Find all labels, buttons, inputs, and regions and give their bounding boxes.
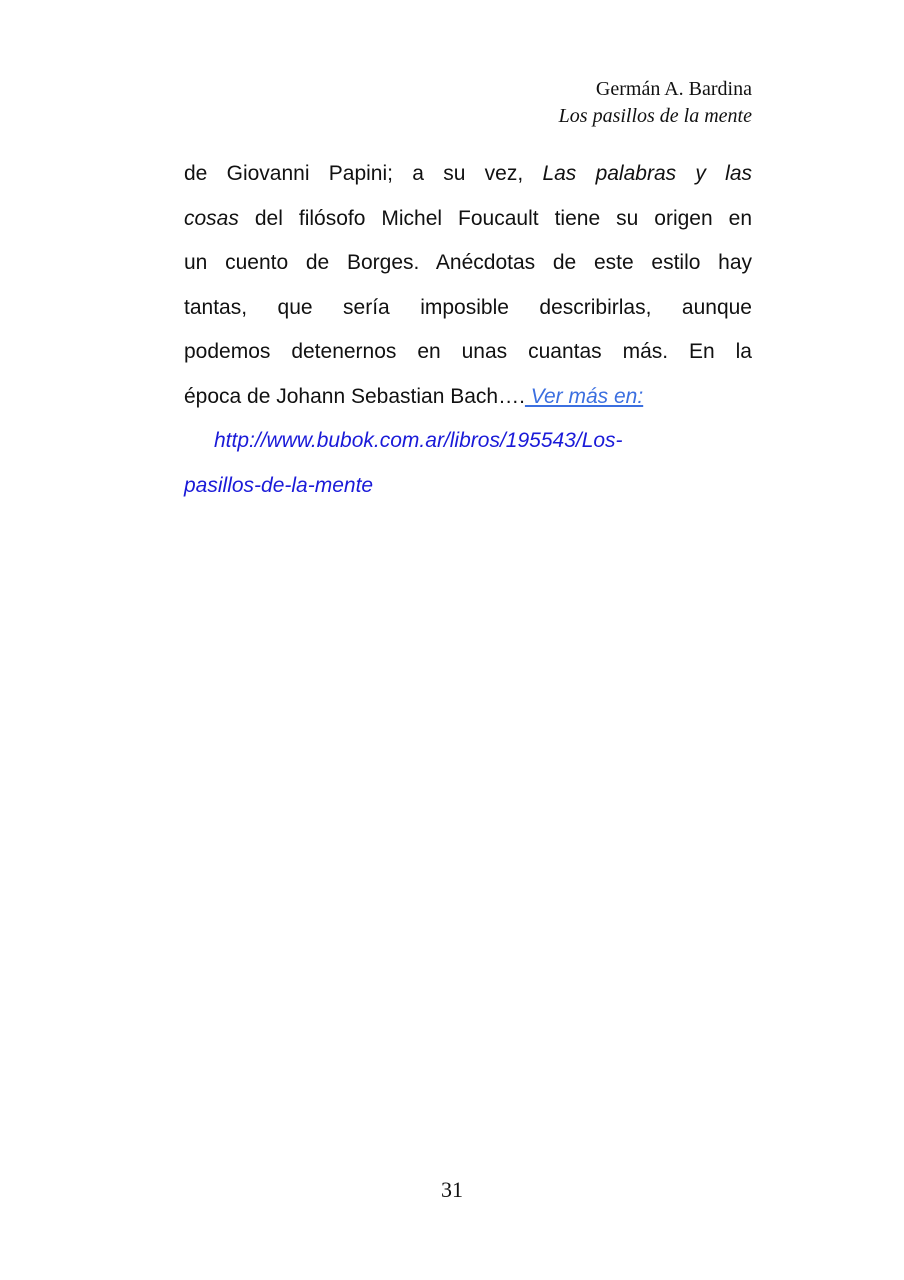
url-line bbox=[184, 464, 752, 509]
text: del filósofo Michel Foucault tiene su origen en bbox=[238, 206, 752, 230]
body-text bbox=[184, 152, 752, 508]
ver-mas-link[interactable]: Ver más en: bbox=[524, 384, 644, 408]
book-url-link-cont[interactable]: pasillos-de-la-mente bbox=[184, 473, 374, 497]
text: época de Johann Sebastian Bach…. bbox=[184, 384, 525, 408]
text-line: tantas, que sería imposible describirlas, aunque bbox=[184, 295, 752, 319]
text-line bbox=[184, 197, 752, 242]
url-line bbox=[184, 419, 752, 464]
text-line bbox=[184, 152, 752, 197]
text-line: podemos detenernos en unas cuantas más. En la bbox=[184, 340, 752, 363]
text: de Giovanni Papini; a su vez, bbox=[184, 162, 543, 185]
italic-title: cosas bbox=[184, 206, 239, 230]
header-book-title: Los pasillos de la mente bbox=[558, 105, 752, 127]
text-line bbox=[184, 375, 752, 420]
book-url-link[interactable]: http://www.bubok.com.ar/libros/195543/Los- bbox=[214, 429, 623, 452]
text-line: un cuento de Borges. Anécdotas de este estilo hay bbox=[184, 251, 752, 274]
header-author: Germán A. Bardina bbox=[595, 78, 752, 100]
italic-title: Las palabras y las bbox=[542, 162, 752, 185]
page-number: 31 bbox=[441, 1177, 463, 1202]
